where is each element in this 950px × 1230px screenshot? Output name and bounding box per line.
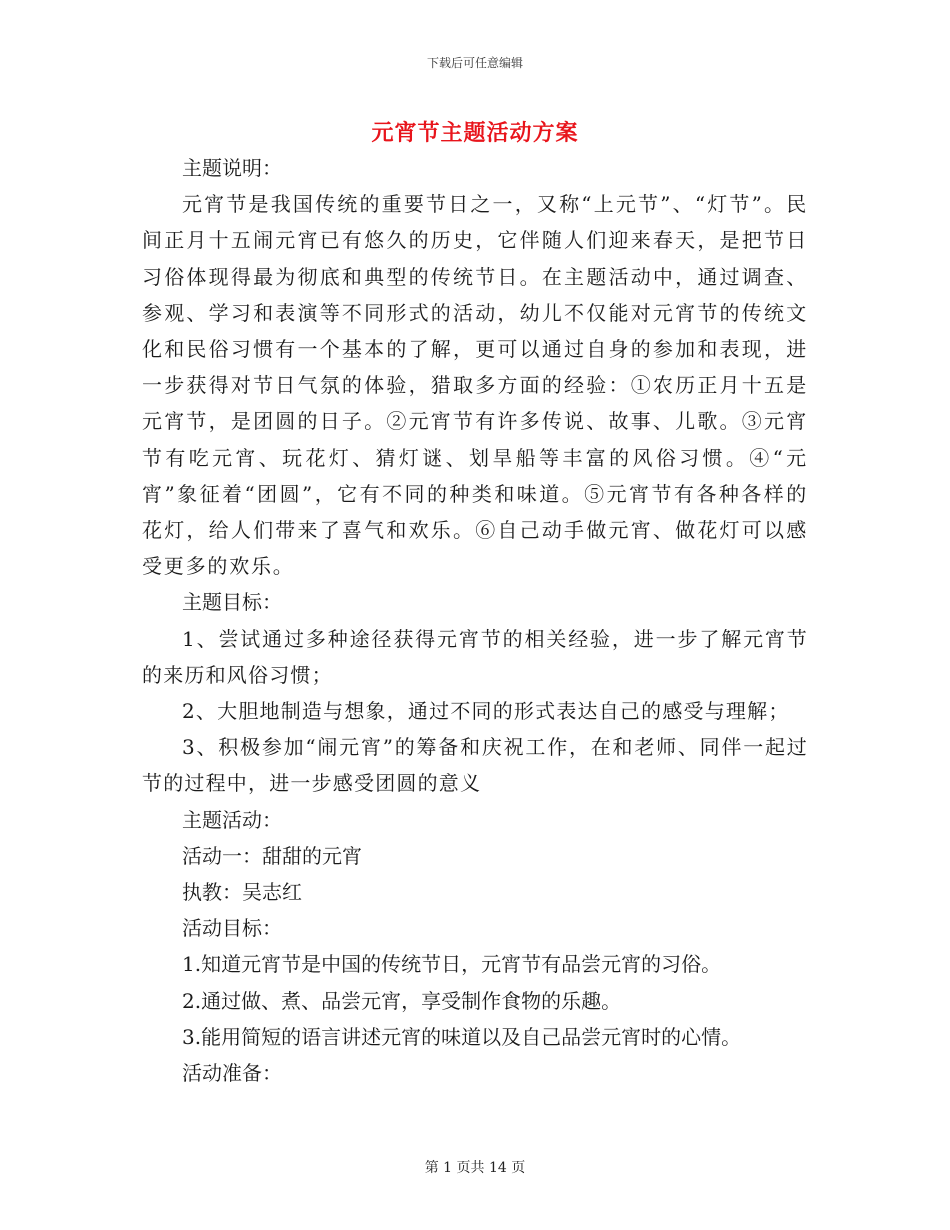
prep-heading: 活动准备： xyxy=(182,1061,282,1086)
activity-goal-2: 2.通过做、煮、品尝元宵，享受制作食物的乐趣。 xyxy=(182,988,622,1013)
goal-item-1: 1、尝试通过多种途径获得元宵节的相关经验，进一步了解元宵节的来历和风俗习惯； xyxy=(142,626,808,687)
goals-heading: 主题目标： xyxy=(182,590,282,615)
header-note: 下载后可任意编辑 xyxy=(426,56,523,70)
page-footer: 第 1 页共 14 页 xyxy=(424,1160,526,1176)
activity-goal-3: 3.能用简短的语言讲述元宵的味道以及自己品尝元宵时的心情。 xyxy=(182,1024,742,1049)
document-title: 元宵节主题活动方案 xyxy=(371,120,579,146)
document-body xyxy=(142,150,808,1091)
intro-paragraph: 元宵节是我国传统的重要节日之一，又称“上元节”、“灯节”。民间正月十五闹元宵已有悠久的历史，它伴随人们迎来春天，是把节日习俗体现得最为彻底和典型的传统节日。在主题活动中，通过调查、参观、学习和表演等不同形式的活动，幼儿不仅能对元宵节的传统文化和民俗习惯有一个基本的了解，更可以通过自身的参加和表现，进一步获得对节日气氛的体验，猎取多方面的经验：①农历正月十五是元宵节，是团圆的日子。②元宵节有许多传说、故事、儿歌。③元宵节有吃元宵、玩花灯、猜灯谜、划旱船等丰富的风俗习惯。④“元宵”象征着“团圆”，它有不同的种类和味道。⑤元宵节有各种各样的花灯，给人们带来了喜气和欢乐。⑥自己动手做元宵、做花灯可以感受更多的欢乐。 xyxy=(142,192,808,579)
activity-goal-1: 1.知道元宵节是中国的传统节日，元宵节有品尝元宵的习俗。 xyxy=(182,952,722,977)
goal-item-3: 3、积极参加“闹元宵”的筹备和庆祝工作，在和老师、同伴一起过节的过程中，进一步感受团圆的意义 xyxy=(142,735,808,796)
goal-item-2: 2、大胆地制造与想象，通过不同的形式表达自己的感受与理解； xyxy=(182,699,790,724)
activities-heading: 主题活动： xyxy=(182,807,282,832)
activity-goals-heading: 活动目标： xyxy=(182,916,282,941)
teacher-line: 执教：吴志红 xyxy=(182,880,302,905)
intro-heading: 主题说明： xyxy=(182,156,282,180)
activity-1-title: 活动一：甜甜的元宵 xyxy=(182,843,362,868)
